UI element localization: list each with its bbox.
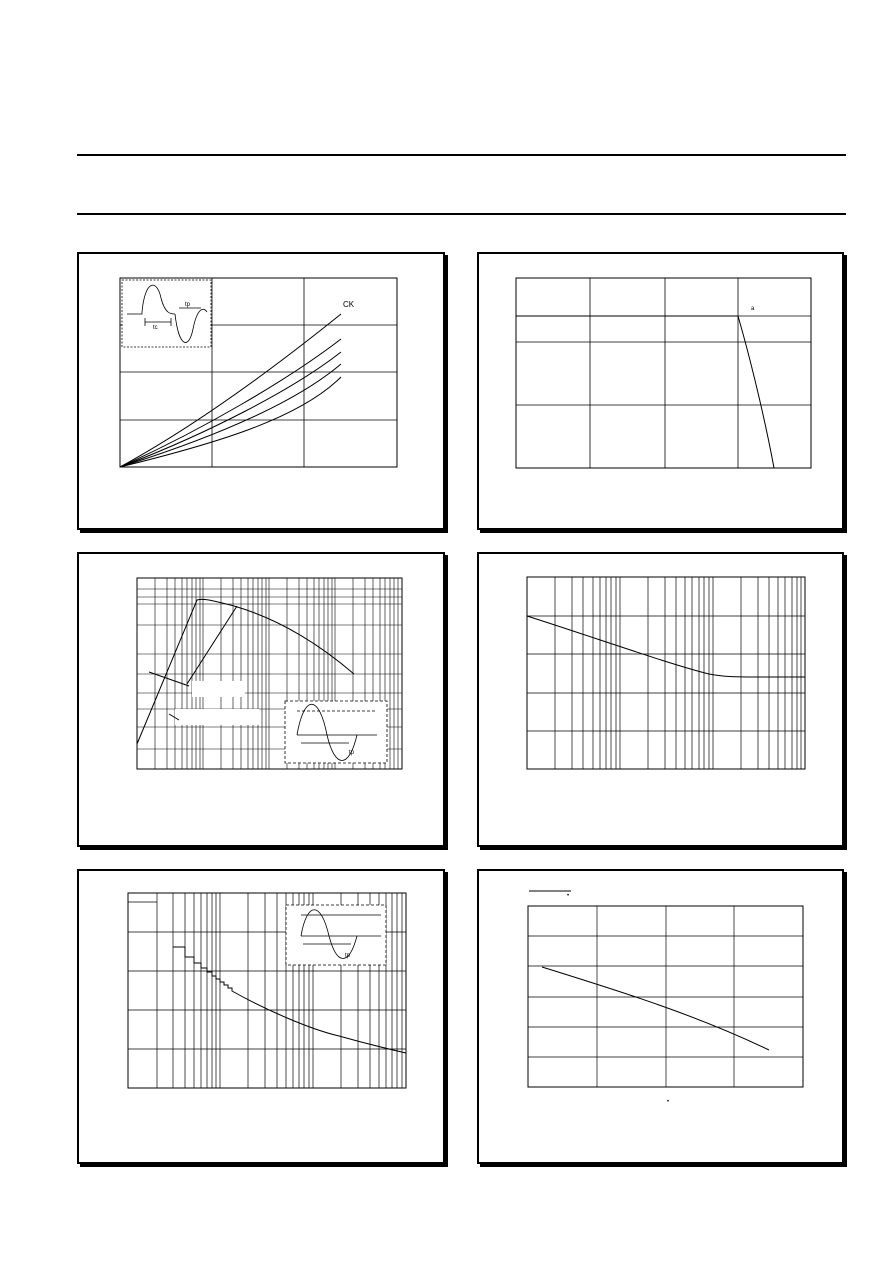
axis-dot: •	[667, 1099, 670, 1105]
figure-panel-6	[477, 869, 844, 1164]
inset-mark-tp: tp	[345, 953, 351, 959]
figure-6-plot	[479, 871, 846, 1166]
header-rule-top	[77, 154, 846, 156]
figure-5-plot	[79, 871, 447, 1166]
figure-panel-2	[477, 252, 844, 530]
inset-mark-tp: tp	[349, 750, 355, 756]
label-box-upper	[192, 681, 245, 697]
waveform-inset	[285, 701, 387, 763]
figure-panel-3	[77, 552, 445, 847]
curve-label: CK	[343, 300, 355, 309]
inset-mark-tp: tp	[185, 302, 191, 308]
curve-mark: a	[751, 306, 755, 312]
figure-4-curve	[527, 616, 805, 677]
figure-2-curve	[516, 316, 774, 468]
figure-2-plot	[479, 254, 846, 532]
legend-dot: •	[567, 893, 570, 899]
figure-4-plot	[479, 554, 846, 849]
figure-panel-1	[77, 252, 445, 530]
figure-3-plot	[79, 554, 447, 849]
figure-6-curve	[542, 967, 769, 1050]
label-box-lower	[175, 709, 259, 725]
inset-mark-tc: tc	[153, 325, 158, 331]
figure-panel-5	[77, 869, 445, 1164]
figure-1-plot	[79, 254, 447, 532]
figure-panel-4	[477, 552, 844, 847]
header-rule-bottom	[77, 213, 846, 215]
